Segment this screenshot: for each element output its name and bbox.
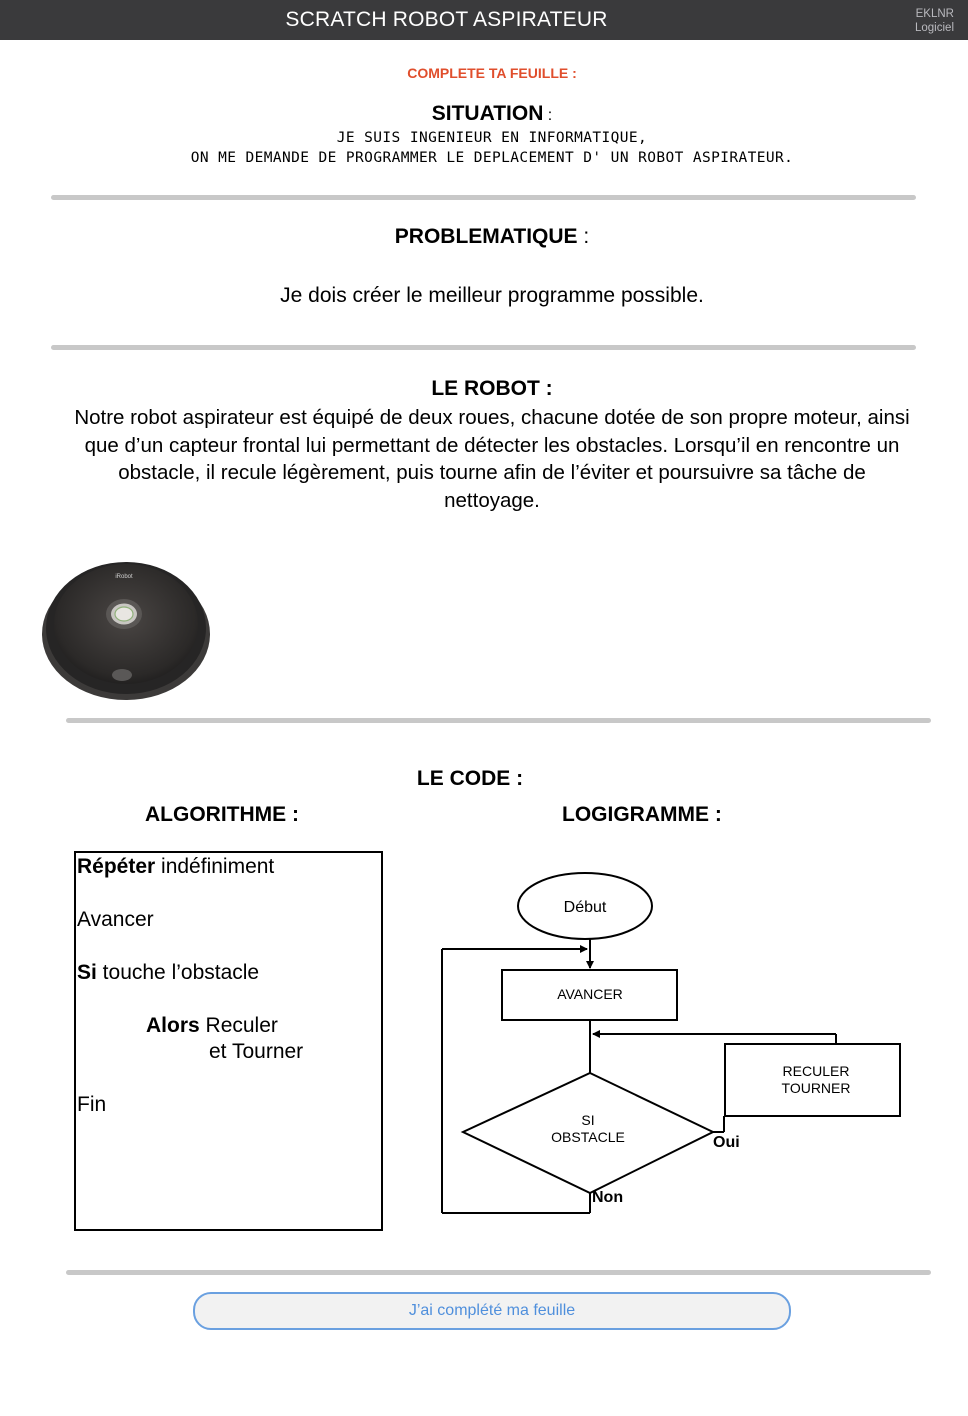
algo-if-line [77, 961, 259, 985]
algo-then-rest: Reculer [199, 1014, 278, 1037]
algo-repeat-line [77, 855, 274, 879]
section-divider [51, 195, 916, 200]
flowchart-action-label-2: TOURNER [781, 1080, 851, 1096]
flowchart-diagram [430, 860, 920, 1220]
complete-sheet-button[interactable]: J’ai complété ma feuille [193, 1292, 791, 1330]
robot-description: Notre robot aspirateur est équipé de deux roues, chacune dotée de son propre moteur, ainsi que d’un capteur frontal lui permettant de détecter les obstacles. Lorsqu’il en rencontre un obstacle, il recule légèrement, puis tourne afin de l’éviter et poursuivre sa tâche de nettoyage. [74, 406, 910, 512]
algo-if-rest: touche l’obstacle [96, 961, 260, 984]
situation-line-2: ON ME DEMANDE DE PROGRAMMER LE DEPLACEMENT D' UN ROBOT ASPIRATEUR. [190, 150, 794, 166]
robot-heading: LE ROBOT : [431, 377, 553, 400]
badge-line-1: EKLNR [915, 8, 954, 20]
algo-end-line: Fin [77, 1093, 107, 1116]
algorithm-box [74, 851, 383, 1231]
situation-line-1: JE SUIS INGENIEUR EN INFORMATIQUE, [336, 130, 648, 146]
flowchart-heading: LOGIGRAMME : [562, 803, 722, 826]
instruction-text: COMPLETE TA FEUILLE : [407, 65, 577, 81]
problematique-title: PROBLEMATIQUE [394, 225, 578, 248]
flowchart-action-label-1: RECULER [782, 1063, 850, 1079]
algo-turn-line: et Tourner [209, 1040, 304, 1063]
algo-if-keyword: Si [77, 961, 97, 984]
algo-then-keyword: Alors [146, 1014, 200, 1037]
situation-title: SITUATION [431, 102, 544, 125]
problematique-text: Je dois créer le meilleur programme possible. [280, 284, 704, 307]
section-divider [51, 345, 916, 350]
algo-then-line [146, 1014, 278, 1038]
section-divider [66, 1270, 931, 1275]
flowchart-no-label: Non [592, 1189, 624, 1206]
algorithm-heading: ALGORITHME : [145, 803, 299, 826]
algo-repeat-keyword: Répéter [77, 855, 156, 878]
algo-repeat-rest: indéfiniment [155, 855, 275, 878]
robot-vacuum-image [40, 552, 212, 702]
flowchart-decision-label-1: SI [581, 1112, 595, 1128]
flowchart-decision-label-2: OBSTACLE [551, 1129, 625, 1145]
page-title: SCRATCH ROBOT ASPIRATEUR [285, 8, 608, 31]
code-heading: LE CODE : [416, 767, 524, 790]
badge-line-2: Logiciel [915, 22, 954, 34]
flowchart-advance-label: AVANCER [557, 986, 623, 1002]
flowchart-start-label: Début [563, 899, 607, 916]
situation-heading [0, 102, 968, 126]
algo-advance-line: Avancer [77, 908, 154, 931]
robot-brand-logo: iRobot [115, 574, 133, 580]
situation-colon: : [543, 107, 553, 124]
app-badge [915, 7, 954, 35]
problematique-heading [0, 225, 968, 249]
flowchart-yes-label: Oui [713, 1134, 740, 1151]
problematique-colon: : [577, 225, 590, 248]
section-divider [66, 718, 931, 723]
